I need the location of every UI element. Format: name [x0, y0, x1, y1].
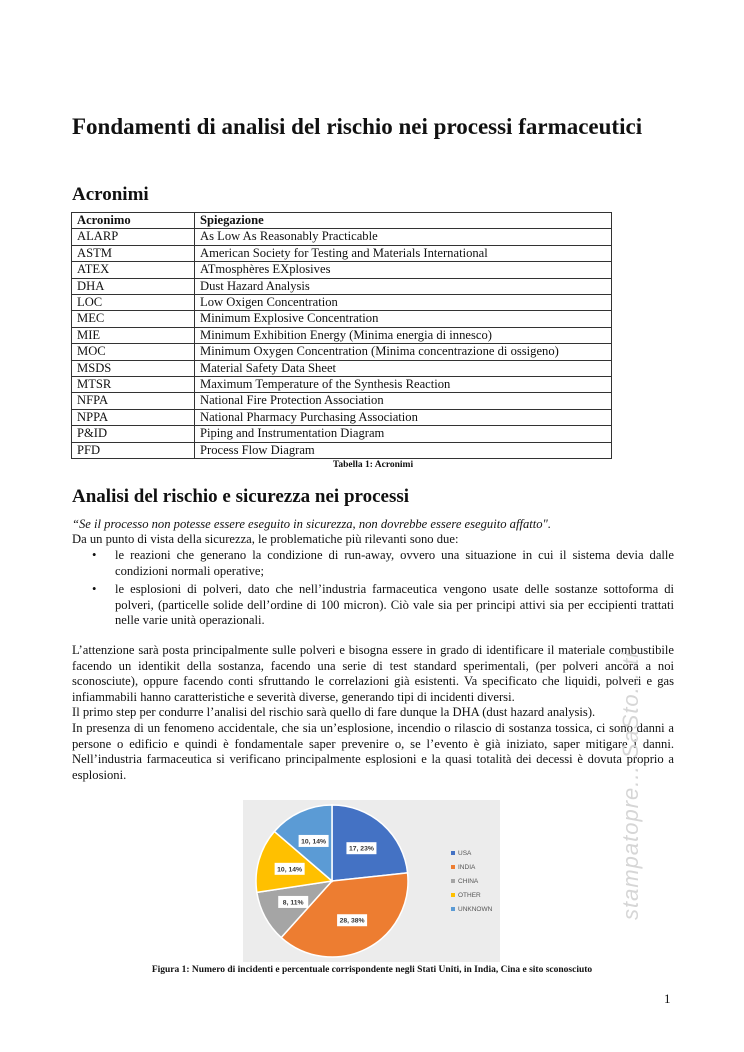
quote-text: “Se il processo non potesse essere eseguito in sicurezza, non dovrebbe essere eseguito affatto".: [72, 517, 551, 531]
table-row: [72, 409, 612, 425]
figure-caption: Figura 1: Numero di incidenti e percentuale corrispondente negli Stati Uniti, in India, Cina e sito sconosciuto: [151, 965, 593, 975]
legend-item-india: [451, 864, 475, 871]
data-label-china: [278, 896, 308, 908]
legend-item-other: [451, 892, 481, 899]
legend-item-usa: [451, 850, 471, 857]
explanation-cell: As Low As Reasonably Practicable: [195, 229, 612, 245]
explanation-cell: Minimum Oxygen Concentration (Minima concentrazione di ossigeno): [195, 344, 612, 360]
paragraph: In presenza di un fenomeno accidentale, che sia un’esplosione, incendio o rilascio di sostanza tossica, ci sono danni a persone o edificio e quindi è fondamentale saper prevenire o, se l’evento è già iniziato, saper mitigare i danni. Nell’industria farmaceutica si verificano principalmente esplosioni e la quasi totalità dei decessi è dovuta proprio a esplosioni.: [72, 720, 674, 782]
table-header-acronimo: Acronimo: [72, 213, 195, 229]
table-row: [72, 311, 612, 327]
acronym-cell: MSDS: [72, 360, 195, 376]
acronym-cell: P&ID: [72, 426, 195, 442]
table-row: [72, 327, 612, 343]
acronym-cell: MIE: [72, 327, 195, 343]
legend-label: CHINA: [458, 878, 479, 885]
acronym-cell: ALARP: [72, 229, 195, 245]
explanation-cell: Piping and Instrumentation Diagram: [195, 426, 612, 442]
acronym-cell: DHA: [72, 278, 195, 294]
table-caption: Tabella 1: Acronimi: [332, 460, 414, 470]
table-row: [72, 393, 612, 409]
table-row: [72, 442, 612, 458]
acronym-cell: MOC: [72, 344, 195, 360]
explanation-cell: Process Flow Diagram: [195, 442, 612, 458]
table-header-row: [72, 213, 612, 229]
table-row: [72, 245, 612, 261]
acronym-cell: NPPA: [72, 409, 195, 425]
table-row: [72, 295, 612, 311]
legend-swatch: [451, 893, 455, 897]
explanation-cell: National Fire Protection Association: [195, 393, 612, 409]
data-label-india: [337, 914, 367, 926]
data-label-unknown: [299, 835, 329, 847]
legend-item-china: [451, 878, 478, 885]
explanation-cell: Low Oxigen Concentration: [195, 295, 612, 311]
list-item: [72, 582, 674, 629]
table-row: [72, 262, 612, 278]
legend-label: INDIA: [458, 864, 476, 871]
legend-swatch: [451, 851, 455, 855]
explanation-cell: ATmosphères EXplosives: [195, 262, 612, 278]
acronym-table-body: [72, 229, 612, 459]
svg-text:10, 14%: 10, 14%: [301, 838, 327, 846]
document-title: Fondamenti di analisi del rischio nei processi farmaceutici: [72, 114, 643, 139]
acronym-cell: MTSR: [72, 377, 195, 393]
svg-text:10, 14%: 10, 14%: [277, 866, 303, 874]
legend-label: UNKNOWN: [458, 906, 493, 913]
pie-chart: [243, 800, 443, 962]
acronym-cell: NFPA: [72, 393, 195, 409]
legend-swatch: [451, 907, 455, 911]
svg-text:17, 23%: 17, 23%: [348, 845, 374, 853]
body-paragraphs: [72, 643, 674, 783]
legend-label: USA: [458, 850, 472, 857]
table-header-spiegazione: Spiegazione: [195, 213, 612, 229]
explanation-cell: Maximum Temperature of the Synthesis Reaction: [195, 377, 612, 393]
acronym-table: [71, 212, 612, 459]
acronym-cell: MEC: [72, 311, 195, 327]
svg-text:28, 38%: 28, 38%: [339, 917, 365, 925]
acronym-cell: LOC: [72, 295, 195, 311]
bullet-icon: •: [92, 582, 97, 597]
explanation-cell: Minimum Explosive Concentration: [195, 311, 612, 327]
explanation-cell: American Society for Testing and Materials International: [195, 245, 612, 261]
section-heading-analisi: Analisi del rischio e sicurezza nei processi: [72, 486, 410, 507]
legend-item-unknown: [451, 906, 492, 913]
watermark: stampatopre... SaSto... ti: [618, 651, 643, 920]
list-item-text: le reazioni che generano la condizione di run-away, ovvero una situazione in cui il sistema devia dalle condizioni normali operative;: [115, 548, 674, 578]
page-number: 1: [664, 991, 671, 1006]
bullet-icon: •: [92, 548, 97, 562]
list-item-text: le esplosioni di polveri, dato che nell’industria farmaceutica vengono usate delle sostanze sottoforma di polveri, (particelle solide dell’ordine di 100 micron). Ciò vale sia per principi attivi sia per eccipienti trattati nelle varie unità operazionali.: [115, 582, 674, 628]
list-item: [72, 548, 674, 579]
bullet-list: [72, 548, 674, 632]
explanation-cell: Material Safety Data Sheet: [195, 360, 612, 376]
data-label-usa: [346, 842, 376, 854]
intro-text: Da un punto di vista della sicurezza, le problematiche più rilevanti sono due:: [72, 532, 459, 546]
table-row: [72, 377, 612, 393]
legend-label: OTHER: [458, 892, 481, 899]
acronym-cell: PFD: [72, 442, 195, 458]
pie-chart-figure: [243, 800, 500, 962]
legend-swatch: [451, 865, 455, 869]
table-row: [72, 229, 612, 245]
paragraph: L’attenzione sarà posta principalmente sulle polveri e bisogna essere in grado di identificare il materiale combustibile facendo un identikit della sostanza, facendo una serie di test standard sperimentali, (per polveri ancora a noi sconosciute), oppure facendo conti sfruttando le correlazioni già esistenti. Va specificato che liquidi, polveri e gas infiammabili hanno caratteristiche e severità diverse, generando tipi di incidenti diversi.: [72, 643, 674, 704]
legend-swatch: [451, 879, 455, 883]
explanation-cell: Minimum Exhibition Energy (Minima energia di innesco): [195, 327, 612, 343]
explanation-cell: National Pharmacy Purchasing Association: [195, 409, 612, 425]
data-label-other: [275, 863, 305, 875]
svg-text:8, 11%: 8, 11%: [282, 899, 304, 907]
table-row: [72, 360, 612, 376]
table-row: [72, 426, 612, 442]
table-row: [72, 278, 612, 294]
table-row: [72, 344, 612, 360]
acronym-cell: ATEX: [72, 262, 195, 278]
paragraph: Il primo step per condurre l’analisi del rischio sarà quello di fare dunque la DHA (dust hazard analysis).: [72, 705, 596, 720]
section-heading-acronimi: Acronimi: [72, 184, 149, 205]
acronym-cell: ASTM: [72, 245, 195, 261]
explanation-cell: Dust Hazard Analysis: [195, 278, 612, 294]
